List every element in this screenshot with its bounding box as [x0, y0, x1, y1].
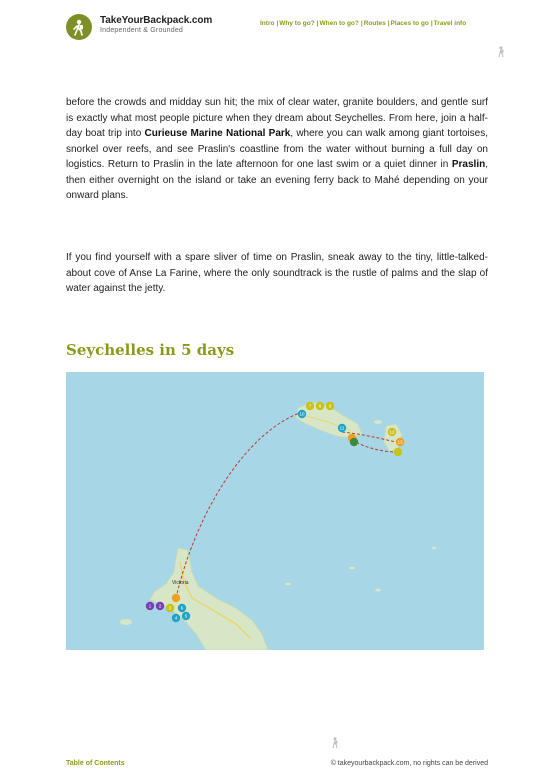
footer-copyright: © takeyourbackpack.com, no rights can be derived: [330, 760, 488, 767]
nav-why-to-go[interactable]: Why to go?: [279, 20, 315, 27]
marker-label: 4: [174, 615, 178, 621]
map-label-victoria: Victoria: [172, 580, 189, 586]
marker-label: 11: [339, 425, 345, 431]
marker-label: 3: [168, 605, 172, 611]
top-nav: Intro |Why to go? |When to go? |Routes |Places to go |Travel info: [260, 20, 467, 27]
nav-places-to-go[interactable]: Places to go: [390, 20, 429, 27]
paragraph-hidden-cove: If you find yourself with a spare sliver of time on Praslin, sneak away to the tiny, little-talked-about cove of Anse La Farine, where the only soundtrack is the rustle of palms and the slap of water against the jetty.: [66, 252, 488, 294]
paragraph-day-itinerary: before the crowds and midday sun hit; the mix of clear water, granite boulders, and gentle surf is exactly what most people picture when they dream about Seychelles. From here, join a half-day boat trip into Curieuse Marine National Park, where you can walk among giant tortoises, snorkel over reefs, and see Praslin's coastline from the water without burning a full day on logistics. Return to Praslin in the late afternoon for one last swim or a quiet dinner in Praslin, then either overnight on the island or take an evening ferry back to Mahé depending on your onward plans.: [66, 97, 488, 201]
hiker-icon: [330, 737, 340, 749]
link-praslin[interactable]: Praslin: [451, 159, 486, 170]
nav-routes[interactable]: Routes: [363, 20, 386, 27]
marker-label: 9: [328, 403, 332, 409]
marker-label: 13: [397, 439, 403, 445]
route-mahe-praslin: [176, 412, 302, 598]
hiker-icon: [496, 46, 506, 58]
marker-label: 12: [389, 429, 395, 435]
link-curieuse-marine-park[interactable]: Curieuse Marine National Park: [144, 128, 291, 139]
mahe-island: [150, 548, 268, 650]
map-marker: [350, 438, 358, 446]
marker-label: 10: [299, 411, 305, 417]
marker-label: 5: [184, 613, 188, 619]
marker-label: 7: [308, 403, 312, 409]
map-marker: [394, 448, 402, 456]
marker-label: 6: [180, 605, 184, 611]
brand-name[interactable]: TakeYourBackpack.com: [100, 15, 213, 26]
map-marker: [172, 594, 180, 602]
marker-label: 2: [158, 603, 162, 609]
route-map[interactable]: [66, 372, 484, 650]
brand-tagline: Independent & Grounded: [100, 27, 184, 34]
marker-label: 8: [318, 403, 322, 409]
nav-when-to-go[interactable]: When to go?: [319, 20, 359, 27]
nav-intro[interactable]: Intro: [260, 20, 275, 27]
page-header: [0, 0, 550, 60]
marker-label: 1: [148, 603, 152, 609]
section-title: Seychelles in 5 days: [66, 341, 235, 359]
table-of-contents-link[interactable]: Table of Contents: [66, 760, 125, 767]
nav-travel-info[interactable]: Travel info: [433, 20, 467, 27]
logo-icon: [66, 14, 92, 40]
